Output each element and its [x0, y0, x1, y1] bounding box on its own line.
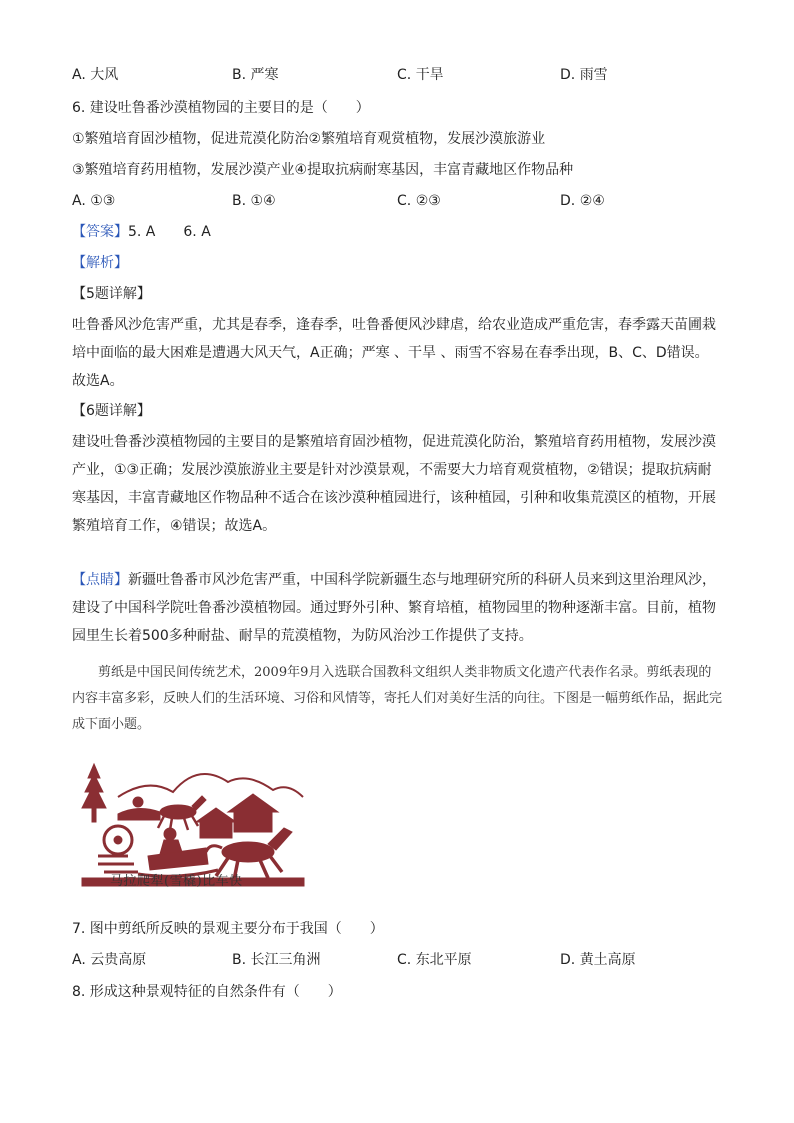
q5-detail-tag: 【5题详解】 [72, 286, 151, 302]
pointer-tag: 【点睛】 [72, 572, 128, 588]
q5-detail-text: 吐鲁番风沙危害严重，尤其是春季，逢春季，吐鲁番便风沙肆虐，给农业造成严重危害，春季露天苗圃栽培中面临的最大困难是遭遇大风天气，A正确；严寒 、干旱 、雨雪不容易在春季出现，B、C、D错误。故选A。 [72, 317, 716, 389]
answer-tag: 【答案】 [72, 224, 128, 240]
q7-option-a: A. 云贵高原 [72, 952, 147, 968]
pointer-text: 新疆吐鲁番市风沙危害严重，中国科学院新疆生态与地理研究所的科研人员来到这里治理风沙，建设了中国科学院吐鲁番沙漠植物园。通过野外引种、繁育培植，植物园里的物种逐渐丰富。目前，植物园里生长着500多种耐盐、耐旱的荒漠植物，为防风治沙工作提供了支持。 [72, 572, 716, 644]
q6-option-b: B. ①④ [232, 193, 276, 209]
material-intro: 剪纸是中国民间传统艺术，2009年9月入选联合国教科文组织人类非物质文化遗产代表作名录。剪纸表现的内容丰富多彩，反映人们的生活环境、习俗和风情等，寄托人们对美好生活的向往。下图是一幅剪纸作品，据此完成下面小题。 [72, 665, 723, 732]
q8-stem: 8. 形成这种景观特征的自然条件有（ ） [72, 984, 342, 1000]
q6-option-d: D. ②④ [560, 193, 605, 209]
q6-statement-2: ③繁殖培育药用植物，发展沙漠产业④提取抗病耐寒基因，丰富青藏地区作物品种 [72, 162, 574, 178]
q5-option-d: D. 雨雪 [560, 67, 608, 83]
q6-option-a: A. ①③ [72, 193, 116, 209]
q7-option-b: B. 长江三角洲 [232, 952, 321, 968]
q6-stem: 6. 建设吐鲁番沙漠植物园的主要目的是（ ） [72, 100, 370, 116]
q6-detail-tag: 【6题详解】 [72, 403, 151, 419]
q7-option-c: C. 东北平原 [397, 952, 472, 968]
answer-text: 5. A 6. A [128, 224, 211, 240]
q7-option-d: D. 黄土高原 [560, 952, 636, 968]
q6-detail-text: 建设吐鲁番沙漠植物园的主要目的是繁殖培育固沙植物，促进荒漠化防治，繁殖培育药用植物，发展沙漠产业，①③正确；发展沙漠旅游业主要是针对沙漠景观，不需要大力培育观赏植物，②错误；提取抗病耐寒基因，丰富青藏地区作物品种不适合在该沙漠种植园进行，该种植园，引种和收集荒漠区的植物，开展繁殖培育工作，④错误；故选A。 [72, 434, 716, 534]
figure-caption: 马拉爬犁(雪橇)比车快 [110, 874, 243, 889]
q7-stem: 7. 图中剪纸所反映的景观主要分布于我国（ ） [72, 921, 384, 937]
q5-option-c: C. 干旱 [397, 67, 444, 83]
pointer-paragraph [72, 566, 722, 650]
q6-option-c: C. ②③ [397, 193, 441, 209]
q5-option-a: A. 大风 [72, 67, 119, 83]
answer-line [72, 222, 211, 242]
q5-option-b: B. 严寒 [232, 67, 279, 83]
analysis-tag: 【解析】 [72, 255, 128, 271]
q6-statement-1: ①繁殖培育固沙植物，促进荒漠化防治②繁殖培育观赏植物，发展沙漠旅游业 [72, 131, 546, 147]
